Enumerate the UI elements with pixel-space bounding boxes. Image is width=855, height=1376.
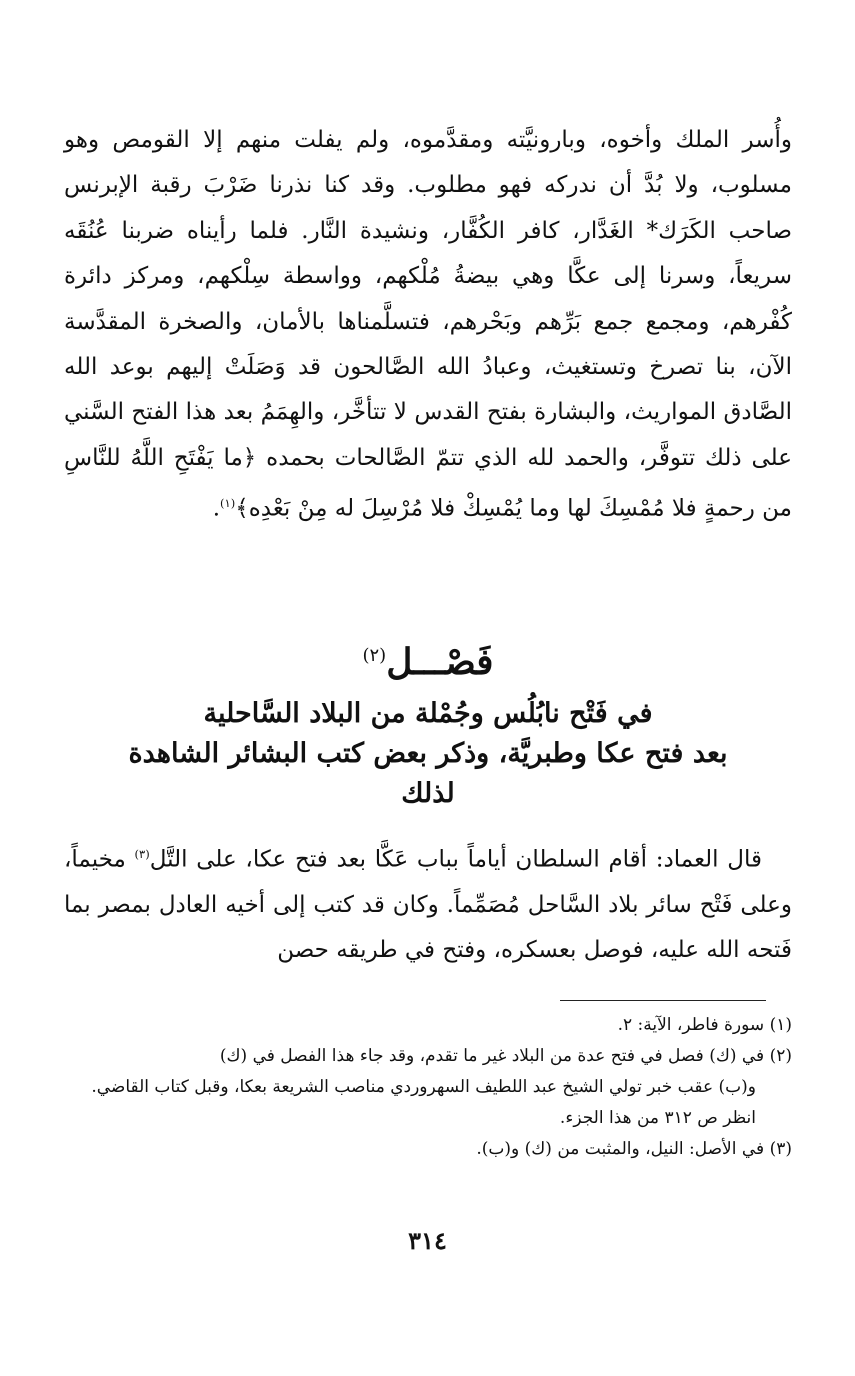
- footnote-3-text: في الأصل: النيل، والمثبت من (ك) و(ب).: [476, 1139, 765, 1159]
- section-heading-word: فَصْـــل: [386, 641, 494, 683]
- body-paragraph-2: [64, 832, 792, 974]
- footnote-3: [64, 1134, 792, 1165]
- paragraph-1-end: .: [212, 495, 221, 522]
- footnote-3-marker: (٣): [769, 1139, 792, 1159]
- footnote-divider: [560, 1000, 766, 1001]
- footnote-ref-2: (٢): [362, 645, 387, 666]
- section-title-line-1: في فَتْح نابُلُس وجُمْلة من البلاد السَّاحلية: [203, 698, 653, 729]
- footnotes: [64, 1010, 792, 1165]
- footnote-2-marker: (٢): [769, 1046, 792, 1066]
- footnote-ref-1: (١): [220, 496, 236, 511]
- section-heading: [64, 628, 792, 690]
- paragraph-2-text-a: قال العماد: أقام السلطان أياماً بباب عَكَّا بعد فتح عكا، على التَّل: [149, 846, 762, 873]
- section-title-line-2: بعد فتح عكا وطبريَّة، وذكر بعض كتب البشائر الشاهدة: [128, 738, 728, 769]
- page-number: ٣١٤: [408, 1226, 447, 1255]
- footnote-1: [64, 1010, 792, 1041]
- paragraph-2-text-b: مخيماً، وعلى فَتْح سائر بلاد السَّاحل مُصَمِّماً. وكان قد كتب إلى أخيه العادل بمصر بما فَتحه الله عليه، فوصل بعسكره، وفتح في طريقه حصن: [64, 846, 792, 964]
- footnote-2-continuation: و(ب) عقب خبر تولي الشيخ عبد اللطيف السهروردي مناصب الشريعة بعكا، وقبل كتاب القاضي. انظر ص ٣١٢ من هذا الجزء.: [91, 1077, 756, 1128]
- footnote-1-text: سورة فاطر، الآية: ٢.: [617, 1015, 765, 1035]
- body-paragraph-1: [64, 118, 792, 532]
- section-title-line-3: لذلك: [401, 778, 455, 809]
- section-title: [64, 694, 792, 814]
- footnote-2: [64, 1041, 792, 1134]
- footnote-2-text: في (ك) فصل في فتح عدة من البلاد غير ما تقدم، وقد جاء هذا الفصل في (ك): [219, 1046, 765, 1066]
- footnote-ref-3: (٣): [134, 847, 150, 861]
- paragraph-1-text: وأُسر الملك وأخوه، وبارونيَّته ومقدَّموه، ولم يفلت منهم إلا القومص وهو مسلوب، ولا بُدَّ أن ندركه فهو مطلوب. وقد كنا نذرنا ضَرْبَ رقبة الإبرنس صاحب الكَرَك* الغَدَّار، كافر الكُفَّار، ونشيدة النَّار. فلما رأيناه ضربنا عُنُقَه سريعاً، وسرنا إلى عكَّا وهي بيضةُ مُلْكهم، وواسطة سِلْكهم، ومركز دائرة كُفْرهم، ومجمع جمع بَرِّهم وبَحْرهم، فتسلَّمناها بالأمان، والصخرة المقدَّسة الآن، بنا تصرخ وتستغيث، وعبادُ الله الصَّالحون قد وَصَلَتْ إليهم بوعد الله الصَّادق المواريث، والبشارة بفتح القدس لا تتأخَّر، والهِمَمُ بعد هذا الفتح السَّني على ذلك تتوفَّر، والحمد لله الذي تتمّ الصَّالحات بحمده ﴿ما يَفْتَحِ اللَّهُ للنَّاسِ من رحمةٍ فلا مُمْسِكَ لها وما يُمْسِكْ فلا مُرْسِلَ له مِنْ بَعْدِه﴾: [64, 127, 792, 522]
- footnote-1-marker: (١): [769, 1015, 792, 1035]
